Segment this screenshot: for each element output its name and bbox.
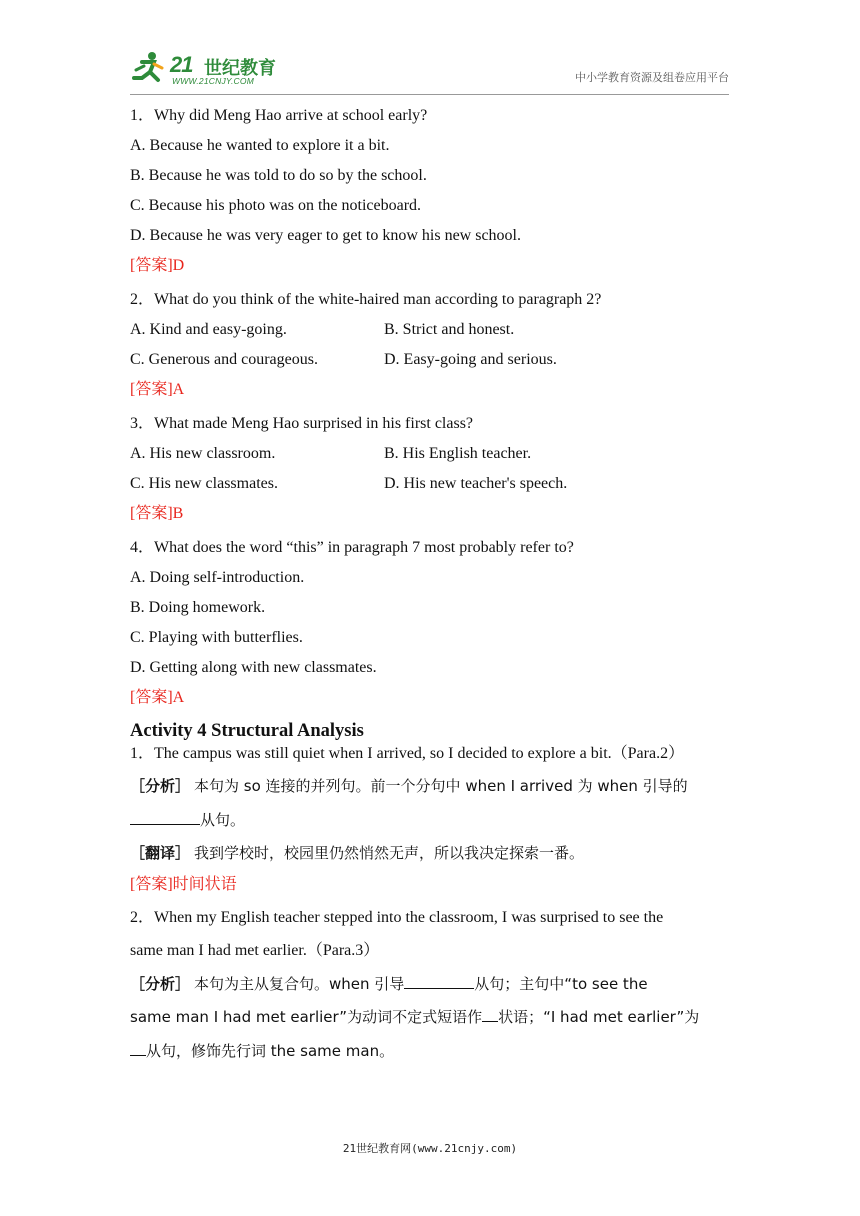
translation-tag: ［翻译］	[130, 844, 191, 862]
question-2-option-a: A. Kind and easy-going.	[130, 321, 287, 338]
analysis-text-line-2-cont: 状语；“I had met earlier”为	[498, 1008, 700, 1026]
question-2-option-b: B. Strict and honest.	[384, 321, 515, 338]
analysis-text: 本句为 so 连接的并列句。前一个分句中 when I arrived 为 when 引导的	[194, 777, 688, 795]
analysis-text-line-3: 从句，修饰先行词 the same man。	[146, 1041, 395, 1060]
sentence-line-2: same man I had met earlier.（Para.3）	[130, 942, 380, 959]
logo-text: 世纪教育	[204, 58, 276, 79]
question-3-option-d: D. His new teacher's speech.	[384, 475, 568, 492]
question-3-option-b: B. His English teacher.	[384, 445, 532, 462]
logo-number: 21	[170, 52, 193, 77]
question-3-answer: [答案]B	[130, 505, 184, 522]
activity-item-2-sentence	[130, 901, 730, 968]
question-1-option-c: C. Because his photo was on the noticeboard.	[130, 197, 422, 214]
logo	[130, 50, 280, 90]
analysis-text: 本句为主从复合句。when 引导	[194, 974, 405, 993]
activity-item-2-analysis	[130, 968, 730, 1069]
question-2-answer: [答案]A	[130, 381, 185, 398]
question-4-answer: [答案]A	[130, 689, 185, 706]
logo-url: WWW.21CNJY.COM	[172, 76, 254, 86]
analysis-tag: ［分析］	[130, 974, 191, 993]
question-2-options-row-1	[130, 320, 730, 340]
activity-item-1-answer: [答案]时间状语	[130, 875, 237, 893]
analysis-text-cont: 从句。	[200, 810, 246, 829]
question-4-option-a: A. Doing self-introduction.	[130, 569, 305, 586]
answer-blank	[482, 1007, 498, 1022]
question-2: 2．What do you think of the white-haired man according to paragraph 2?	[130, 291, 602, 308]
question-2-option-c: C. Generous and courageous.	[130, 351, 318, 368]
translation-text: 我到学校时，校园里仍然悄然无声，所以我决定探索一番。	[194, 844, 585, 862]
question-2-options-row-2	[130, 350, 730, 370]
question-4-option-b: B. Doing homework.	[130, 599, 266, 616]
analysis-text-line-2: same man I had met earlier”为动词不定式短语作	[130, 1008, 483, 1026]
answer-blank	[404, 974, 474, 989]
page-footer: 21世纪教育网(www.21cnjy.com)	[342, 1142, 518, 1155]
question-1-answer: [答案]D	[130, 257, 185, 274]
section-heading: Activity 4 Structural Analysis	[130, 721, 364, 741]
runner-logo-icon	[130, 50, 168, 88]
question-1-option-b: B. Because he was told to do so by the school.	[130, 167, 427, 184]
question-3-options-row-2	[130, 474, 730, 494]
document-body	[130, 100, 730, 1068]
answer-blank	[130, 1041, 146, 1056]
question-4-option-d: D. Getting along with new classmates.	[130, 659, 377, 676]
activity-item-1-analysis	[130, 770, 730, 837]
question-1-option-d: D. Because he was very eager to get to know his new school.	[130, 227, 521, 244]
activity-item-1-translation	[130, 837, 730, 871]
activity-item-1-sentence: 1．The campus was still quiet when I arrived, so I decided to explore a bit.（Para.2）	[130, 745, 685, 762]
question-3: 3．What made Meng Hao surprised in his first class?	[130, 415, 474, 432]
question-3-options-row-1	[130, 444, 730, 464]
analysis-tag: ［分析］	[130, 777, 191, 795]
question-1-option-a: A. Because he wanted to explore it a bit.	[130, 137, 390, 154]
analysis-text-cont: 从句；主句中“to see the	[474, 974, 648, 993]
header-tagline: 中小学教育资源及组卷应用平台	[575, 71, 729, 84]
header-divider	[130, 94, 729, 95]
question-1: 1．Why did Meng Hao arrive at school early?	[130, 107, 428, 124]
question-4-option-c: C. Playing with butterflies.	[130, 629, 303, 646]
sentence-line-1: 2．When my English teacher stepped into the classroom, I was surprised to see the	[130, 908, 664, 926]
answer-blank	[130, 810, 200, 825]
question-2-option-d: D. Easy-going and serious.	[384, 351, 557, 368]
question-4: 4．What does the word “this” in paragraph 7 most probably refer to?	[130, 539, 574, 556]
page-header	[0, 0, 860, 96]
question-3-option-a: A. His new classroom.	[130, 445, 276, 462]
question-3-option-c: C. His new classmates.	[130, 475, 278, 492]
